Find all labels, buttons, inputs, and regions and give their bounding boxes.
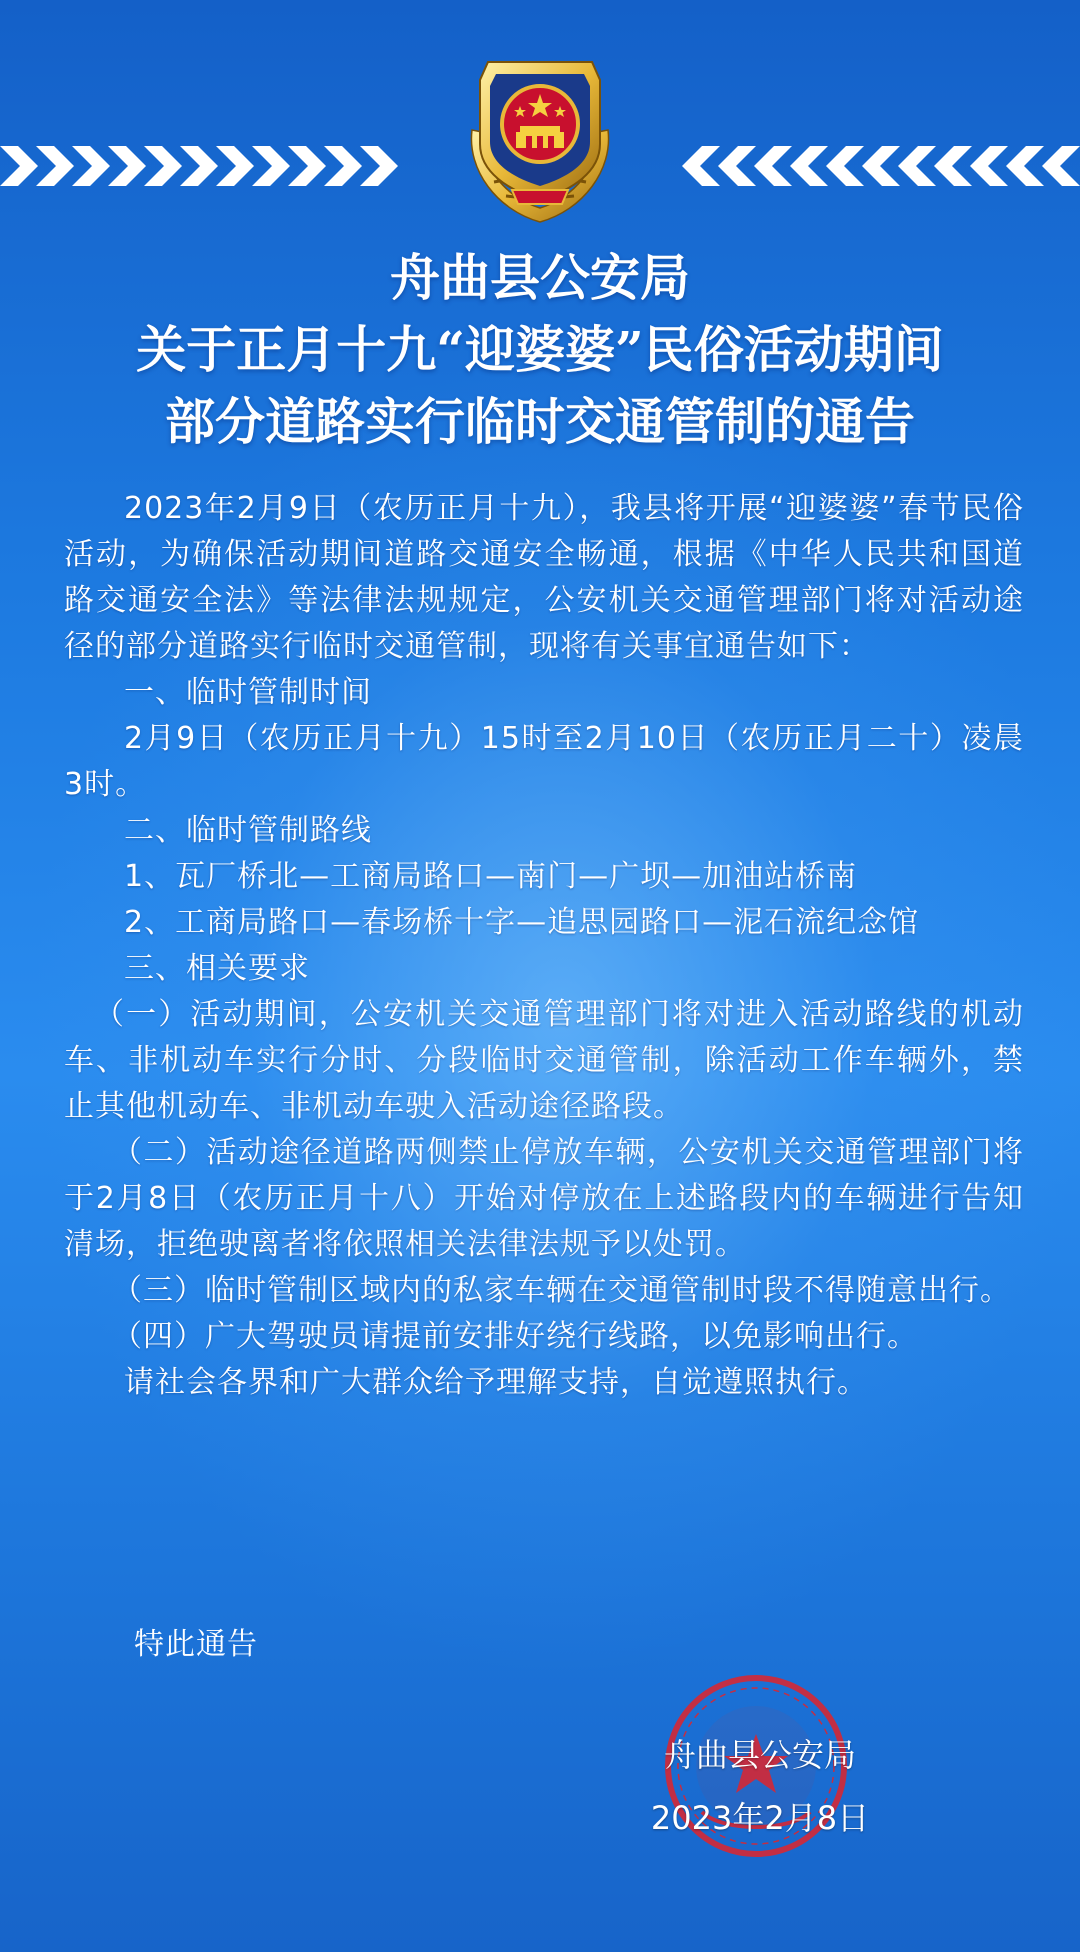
police-emblem (452, 40, 628, 230)
chevron-band-icon (670, 138, 1080, 194)
chevron-band-left (0, 138, 410, 194)
chevron-band-icon (0, 138, 410, 194)
requirement-1: （一）活动期间，公安机关交通管理部门将对进入活动路线的机动车、非机动车实行分时、分段临时交通管制，除活动工作车辆外，禁止其他机动车、非机动车驶入活动途径路段。 (64, 997, 1024, 1124)
requirement-2: （二）活动途径道路两侧禁止停放车辆，公安机关交通管理部门将于2月8日（农历正月十八）开始对停放在上述路段内的车辆进行告知清场，拒绝驶离者将依照相关法律法规予以处罚。 (64, 1135, 1024, 1262)
chevron-band-right (670, 138, 1080, 194)
closing-text: 特此通告 (134, 1627, 258, 1662)
section-2-heading: 二、临时管制路线 (124, 813, 372, 848)
notice-body (64, 486, 1024, 1406)
signature-date: 2023年2月8日 (650, 1799, 870, 1837)
police-emblem-icon (452, 40, 628, 230)
route-1: 1、瓦厂桥北—工商局路口—南门—广坝—加油站桥南 (124, 859, 858, 894)
title-line-3: 部分道路实行临时交通管制的通告 (165, 392, 915, 451)
section-3-heading: 三、相关要求 (124, 951, 310, 986)
appeal-paragraph: 请社会各界和广大群众给予理解支持，自觉遵照执行。 (124, 1365, 868, 1400)
notice-title (0, 242, 1080, 458)
section-1-heading: 一、临时管制时间 (124, 675, 372, 710)
route-2: 2、工商局路口—春场桥十字—追思园路口—泥石流纪念馆 (124, 905, 920, 940)
intro-paragraph: 2023年2月9日（农历正月十九），我县将开展“迎婆婆”春节民俗活动，为确保活动期间道路交通安全畅通，根据《中华人民共和国道路交通安全法》等法律法规规定，公安机关交通管理部门将对活动途径的部分道路实行临时交通管制，现将有关事宜通告如下： (64, 491, 1024, 664)
requirement-4: （四）广大驾驶员请提前安排好绕行线路，以免影响出行。 (112, 1319, 918, 1354)
signature-org: 舟曲县公安局 (663, 1736, 856, 1774)
section-1-text: 2月9日（农历正月十九）15时至2月10日（农历正月二十）凌晨3时。 (64, 721, 1024, 802)
title-line-1: 舟曲县公安局 (390, 248, 690, 307)
requirement-3: （三）临时管制区域内的私家车辆在交通管制时段不得随意出行。 (112, 1273, 1011, 1308)
title-line-2: 关于正月十九“迎婆婆”民俗活动期间 (136, 320, 944, 379)
